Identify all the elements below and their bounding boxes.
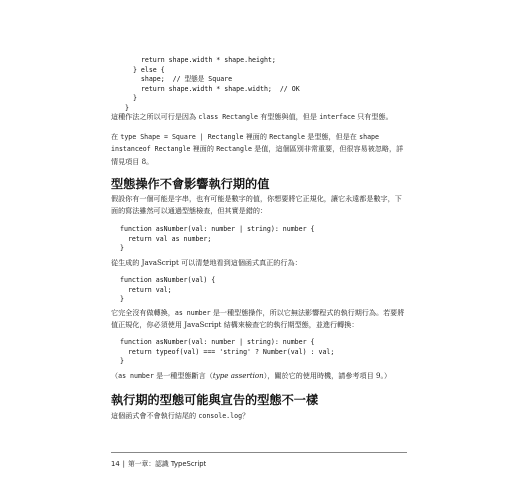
- code-line: function asNumber(val) {: [120, 276, 216, 284]
- code-block: [125, 56, 300, 114]
- code-line: }: [120, 357, 124, 366]
- code-line: }: [120, 244, 124, 253]
- inline-code: Rectangle: [269, 133, 305, 141]
- code-line: return typeof(val) === 'string' ? Number(val) : val;: [120, 347, 335, 356]
- code-line: return val;: [120, 285, 172, 294]
- inline-code: shape instanceof Rectangle: [111, 133, 379, 154]
- code-line: shape; // 型態是 Square: [125, 75, 233, 84]
- inline-code: interface: [319, 113, 355, 121]
- code-line: } else {: [125, 65, 165, 74]
- inline-code: console.log: [198, 412, 243, 420]
- paragraph: 這個函式會不會執行結尾的 console.log？: [111, 411, 250, 420]
- code-line: return val as number;: [120, 234, 212, 243]
- paragraph: 這種作法之所以可行是因為 class Rectangle 有型態與值，但是 interface 只有型態。: [111, 112, 393, 121]
- paragraph: 它完全沒有做轉換，as number 是一種型態操作，所以它無法影響程式的執行期行為。若要將值正規化，你必須使用 JavaScript 結構來檢查它的執行期型態，並進行轉換：: [111, 308, 405, 330]
- footer-divider: [111, 452, 407, 453]
- code-line: }: [125, 103, 129, 112]
- chapter-title: 第一章：認識 TypeScript: [127, 460, 207, 468]
- code-line: function asNumber(val: number | string): number {: [120, 338, 315, 346]
- section-heading: 執行期的型態可能與宣告的型態不一樣: [111, 393, 319, 407]
- paragraph: 假設你有一個可能是字串，也有可能是數字的值，你想要將它正規化，讓它永遠都是數字，下面的寫法雖然可以通過型態檢查，但其實是錯的：: [111, 194, 402, 216]
- paragraph: （as number 是一種型態斷言（type assertion），關於它的使用時機，請參考項目 9。）: [111, 371, 392, 380]
- code-block: [120, 338, 334, 367]
- code-line: return shape.width * shape.height;: [125, 56, 276, 64]
- page-footer: [111, 458, 209, 468]
- italic-term: type assertion: [212, 371, 264, 380]
- footer-separator: |: [122, 460, 125, 468]
- paragraph: 從生成的 JavaScript 可以清楚地看到這個函式真正的行為：: [111, 258, 302, 267]
- code-block: [120, 276, 215, 305]
- code-block: [120, 225, 315, 254]
- inline-code: type Shape = Square | Rectangle: [120, 133, 244, 141]
- code-line: }: [120, 295, 124, 304]
- inline-code: as number: [118, 372, 154, 380]
- section-heading: 型態操作不會影響執行期的值: [111, 177, 270, 191]
- code-line: }: [125, 94, 137, 103]
- inline-code: Rectangle: [216, 145, 252, 154]
- page-number: 14: [111, 460, 120, 468]
- inline-code: class Rectangle: [198, 113, 258, 121]
- code-line: function asNumber(val: number | string): number {: [120, 225, 315, 233]
- inline-code: as number: [174, 309, 211, 317]
- paragraph: 在 type Shape = Square | Rectangle 裡面的 Rectangle 是型態，但是在 shape instanceof Rectangle 裡面的 Rectangle 是值，這個區別非常重要，但很容易被忽略，詳情見項目 8。: [111, 132, 404, 166]
- code-line: return shape.width * shape.width; // OK: [125, 84, 300, 93]
